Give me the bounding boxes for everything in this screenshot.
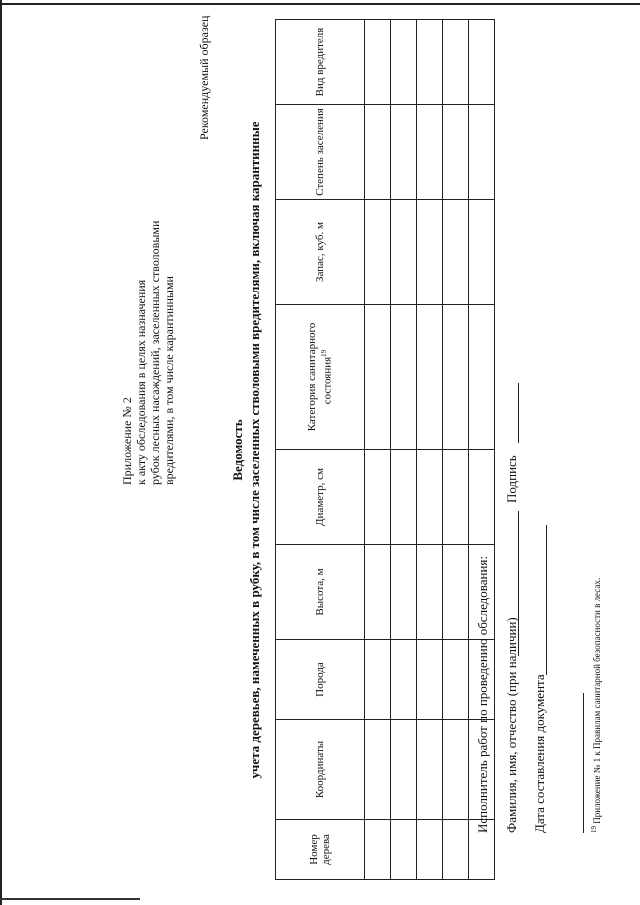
appendix-line: рубок лесных насаждений, заселенных стволовыми xyxy=(148,220,162,485)
table-row xyxy=(391,20,417,880)
appendix-block xyxy=(120,105,176,485)
table-cell[interactable] xyxy=(417,640,443,720)
table-cell[interactable] xyxy=(417,720,443,820)
header-pest-type: Вид вредителя xyxy=(276,20,365,105)
table-cell[interactable] xyxy=(443,820,469,880)
executor-label: Исполнитель работ по проведению обследования: xyxy=(475,555,490,833)
footnote-ref: 19 xyxy=(320,349,329,357)
table-cell[interactable] xyxy=(365,545,391,640)
header-species: Порода xyxy=(276,640,365,720)
table-row xyxy=(365,20,391,880)
table-cell[interactable] xyxy=(443,640,469,720)
table-cell[interactable] xyxy=(391,720,417,820)
table-row xyxy=(417,20,443,880)
footnote xyxy=(590,578,602,833)
table-cell[interactable] xyxy=(469,200,495,305)
table-cell[interactable] xyxy=(417,105,443,200)
full-name-label: Фамилия, имя, отчество (при наличии) xyxy=(504,617,519,833)
table-cell[interactable] xyxy=(443,305,469,450)
table-cell[interactable] xyxy=(391,305,417,450)
header-sanitary-category-label: Категория санитарного состояния xyxy=(306,322,334,432)
footnote-text: Приложение № 1 к Правилам санитарной безопасности в лесах. xyxy=(592,577,602,824)
table-cell[interactable] xyxy=(391,20,417,105)
table-cell[interactable] xyxy=(443,545,469,640)
table-cell[interactable] xyxy=(443,20,469,105)
page-border-bottom xyxy=(0,898,140,900)
header-volume: Запас, куб. м xyxy=(276,200,365,305)
header-infestation-degree: Степень заселения xyxy=(276,105,365,200)
table-cell[interactable] xyxy=(391,640,417,720)
appendix-line: вредителями, в том числе карантинными xyxy=(162,276,176,485)
table-cell[interactable] xyxy=(391,200,417,305)
page-border-top xyxy=(0,3,640,5)
table-cell[interactable] xyxy=(417,20,443,105)
table-cell[interactable] xyxy=(417,200,443,305)
header-diameter: Диаметр, см xyxy=(276,450,365,545)
table-cell[interactable] xyxy=(365,820,391,880)
table-cell[interactable] xyxy=(391,450,417,545)
table-cell[interactable] xyxy=(391,545,417,640)
table-cell[interactable] xyxy=(469,20,495,105)
page-border-left xyxy=(0,0,2,905)
table-cell[interactable] xyxy=(417,305,443,450)
document-title: Ведомость xyxy=(230,419,245,481)
table-header-row xyxy=(276,20,365,880)
table-cell[interactable] xyxy=(469,450,495,545)
table-cell[interactable] xyxy=(391,105,417,200)
table-cell[interactable] xyxy=(365,200,391,305)
table-cell[interactable] xyxy=(469,305,495,450)
table-cell[interactable] xyxy=(365,20,391,105)
table-row xyxy=(443,20,469,880)
date-field[interactable] xyxy=(546,525,547,675)
appendix-number: Приложение № 2 xyxy=(120,397,134,485)
header-height: Высота, м xyxy=(276,545,365,640)
table-cell[interactable] xyxy=(443,720,469,820)
signature-field[interactable] xyxy=(518,383,519,443)
table-cell[interactable] xyxy=(391,820,417,880)
table-cell[interactable] xyxy=(443,105,469,200)
signature-label: Подпись xyxy=(504,455,519,503)
rotated-document xyxy=(20,15,630,885)
header-coordinates: Координаты xyxy=(276,720,365,820)
full-name-field[interactable] xyxy=(518,511,519,656)
table-cell[interactable] xyxy=(469,105,495,200)
table-cell[interactable] xyxy=(365,105,391,200)
table-cell[interactable] xyxy=(417,545,443,640)
table-cell[interactable] xyxy=(443,200,469,305)
table-cell[interactable] xyxy=(365,640,391,720)
document-subtitle: учета деревьев, намеченных в рубку, в том числе заселенных стволовыми вредителями, включая карантинные xyxy=(247,121,262,779)
header-sanitary-category xyxy=(276,305,365,450)
table-cell[interactable] xyxy=(417,820,443,880)
recommended-sample-label: Рекомендуемый образец xyxy=(197,15,211,140)
table-cell[interactable] xyxy=(365,305,391,450)
appendix-line: к акту обследования в целях назначения xyxy=(134,279,148,485)
date-label: Дата составления документа xyxy=(532,674,547,833)
tree-record-table xyxy=(275,19,495,880)
table-cell[interactable] xyxy=(365,720,391,820)
table-cell[interactable] xyxy=(365,450,391,545)
table-cell[interactable] xyxy=(443,450,469,545)
footnote-divider xyxy=(583,693,584,833)
table-cell[interactable] xyxy=(417,450,443,545)
header-tree-number: Номер дерева xyxy=(276,820,365,880)
footnote-number: 19 xyxy=(590,826,598,833)
